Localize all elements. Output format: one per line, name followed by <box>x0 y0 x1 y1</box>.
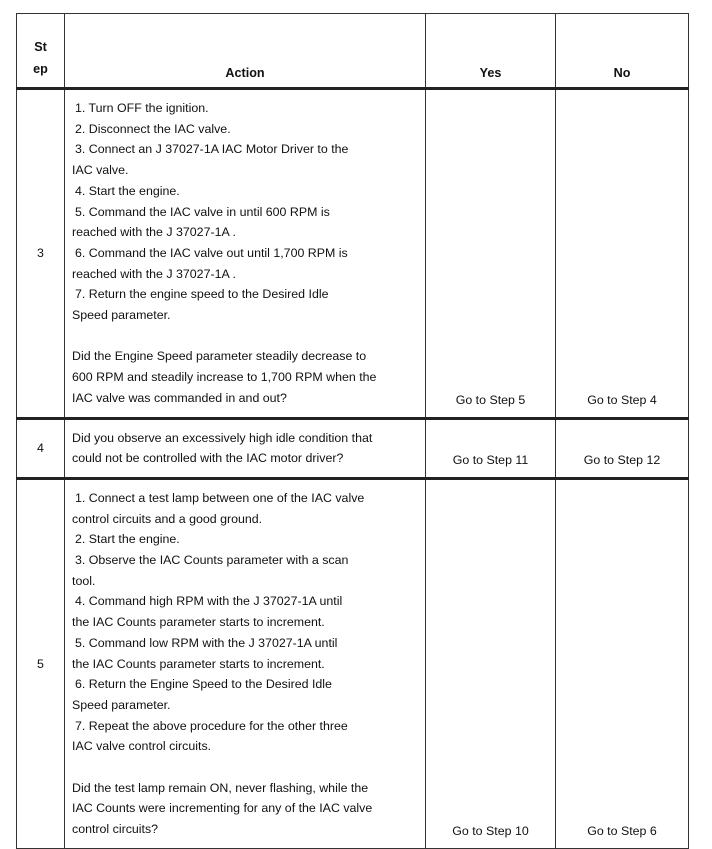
question-line: could not be controlled with the IAC motor driver? <box>72 451 344 466</box>
question-line: Did you observe an excessively high idle condition that <box>72 430 373 445</box>
action-line: control circuits and a good ground. <box>72 511 263 526</box>
step-number: 5 <box>17 478 65 848</box>
yes-result: Go to Step 10 <box>426 478 556 848</box>
action-line: 7. Return the engine speed to the Desired Idle <box>75 287 329 302</box>
header-step: St ep <box>17 14 65 89</box>
action-line: the IAC Counts parameter starts to increment. <box>72 615 325 630</box>
action-line: 7. Repeat the above procedure for the other three <box>75 718 348 733</box>
action-line: 3. Observe the IAC Counts parameter with a scan <box>75 553 349 568</box>
table-row <box>17 478 689 848</box>
diagnostic-table <box>16 13 689 849</box>
question-line: 600 RPM and steadily increase to 1,700 RPM when the <box>72 370 377 385</box>
action-line: IAC valve. <box>72 163 129 178</box>
question-line: Did the test lamp remain ON, never flashing, while the <box>72 780 369 795</box>
table-header-row <box>17 14 689 89</box>
action-line: 6. Return the Engine Speed to the Desired Idle <box>75 677 332 692</box>
yes-result: Go to Step 5 <box>426 89 556 419</box>
table-row <box>17 418 689 478</box>
action-line: 5. Command the IAC valve in until 600 RPM is <box>75 204 330 219</box>
action-line: 5. Command low RPM with the J 37027-1A until <box>75 635 338 650</box>
step-number: 3 <box>17 89 65 419</box>
action-line: 4. Start the engine. <box>75 183 180 198</box>
action-line: tool. <box>72 573 96 588</box>
question-line: control circuits? <box>72 822 159 837</box>
table-row <box>17 89 689 419</box>
action-cell <box>65 418 426 478</box>
question-line: Did the Engine Speed parameter steadily decrease to <box>72 349 367 364</box>
header-no: No <box>556 14 689 89</box>
no-result: Go to Step 6 <box>556 478 689 848</box>
action-line: Speed parameter. <box>72 308 171 323</box>
no-result: Go to Step 4 <box>556 89 689 419</box>
action-line: IAC valve control circuits. <box>72 739 212 754</box>
action-line: 3. Connect an J 37027-1A IAC Motor Driver to the <box>75 142 349 157</box>
question-line: IAC valve was commanded in and out? <box>72 390 287 405</box>
question-line: IAC Counts were incrementing for any of the IAC valve <box>72 801 373 816</box>
action-line: 2. Start the engine. <box>75 532 180 547</box>
action-line: Speed parameter. <box>72 697 171 712</box>
action-line: 6. Command the IAC valve out until 1,700 RPM is <box>75 245 348 260</box>
action-cell <box>65 89 426 419</box>
step-number: 4 <box>17 418 65 478</box>
yes-result: Go to Step 11 <box>426 418 556 478</box>
no-result: Go to Step 12 <box>556 418 689 478</box>
action-line: 2. Disconnect the IAC valve. <box>75 121 231 136</box>
action-cell <box>65 478 426 848</box>
action-line: 1. Turn OFF the ignition. <box>75 101 209 115</box>
action-line: reached with the J 37027-1A . <box>72 225 236 240</box>
action-line: 1. Connect a test lamp between one of the IAC valve <box>75 490 365 505</box>
action-line: the IAC Counts parameter starts to increment. <box>72 656 325 671</box>
header-yes: Yes <box>426 14 556 89</box>
action-line: 4. Command high RPM with the J 37027-1A until <box>75 594 343 609</box>
header-action: Action <box>65 14 426 89</box>
action-line: reached with the J 37027-1A . <box>72 266 236 281</box>
